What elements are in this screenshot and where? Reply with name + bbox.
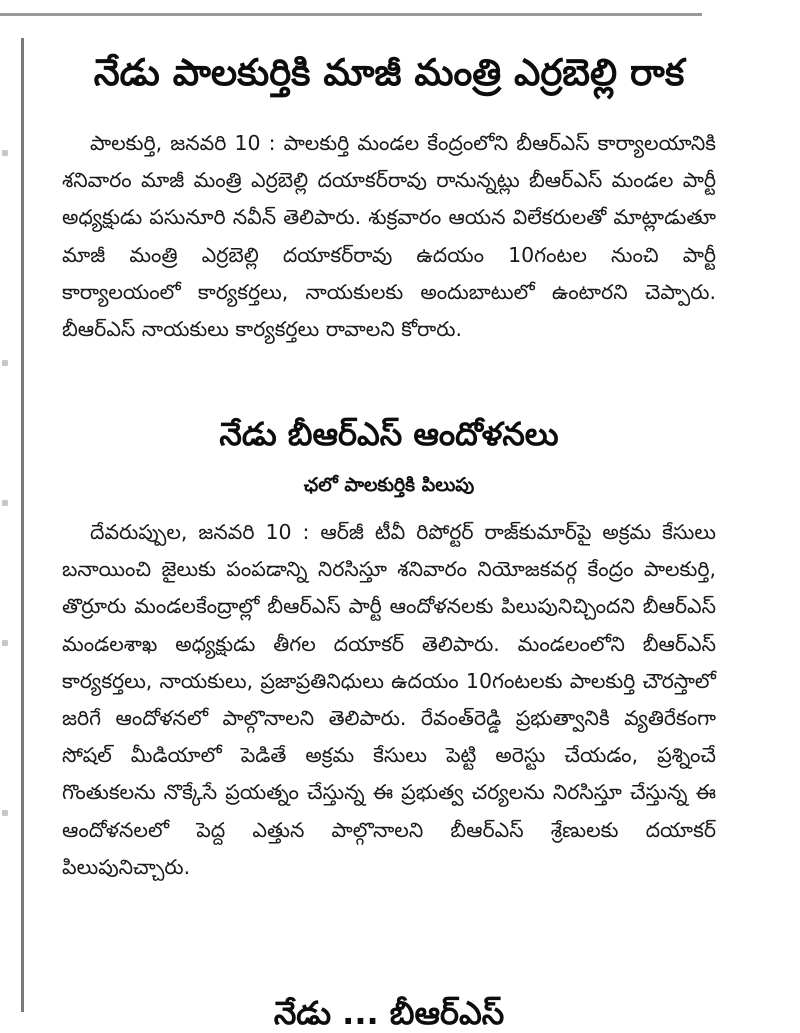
article-brs-protests-body <box>62 514 716 886</box>
margin-speck <box>2 360 8 366</box>
margin-speck <box>2 150 8 156</box>
article-body: పాలకుర్తి, జనవరి 10 : పాలకుర్తి మండల కేంద్రంలోని బీఆర్‌ఎస్‌ కార్యాలయానికి శనివారం మాజీ మంత్రి ఎర్రబెల్లి దయాకర్‌రావు రానున్నట్లు బీఆర్‌ఎస్‌ మండల పార్టీ అధ్యక్షుడు పసునూరి నవీన్‌ తెలిపారు. శుక్రవారం ఆయన విలేకరులతో మాట్లాడుతూ మాజీ మంత్రి ఎర్రబెల్లి దయాకర్‌రావు ఉదయం 10గంటల నుంచి పార్టీ కార్యాలయంలో కార్యకర్తలు, నాయకులకు అందుబాటులో ఉంటారని చెప్పారు. బీఆర్‌ఎస్‌ నాయకులు కార్యకర్తలు రావాలని కోరారు. <box>62 131 716 342</box>
article-errabelli-visit-body <box>62 125 716 348</box>
margin-speck <box>2 810 8 816</box>
cut-off-headline: నేడు ... బీఆర్‌ఎస్‌ <box>273 994 505 1032</box>
margin-speck <box>2 500 8 506</box>
margin-speck <box>2 640 8 646</box>
article-errabelli-visit <box>62 52 716 95</box>
article-brs-protests-kicker <box>62 474 716 501</box>
column-divider <box>21 38 24 1012</box>
article-body: దేవరుప్పుల, జనవరి 10 : ఆర్‌జీ టీవీ రిపోర్టర్‌ రాజ్‌కుమార్‌పై అక్రమ కేసులు బనాయించి జైలుకు పంపడాన్ని నిరసిస్తూ శనివారం నియోజకవర్గ కేంద్రం పాలకుర్తి, తొర్రూరు మండలకేంద్రాల్లో బీఆర్‌ఎస్‌ పార్టీ ఆందోళనలకు పిలుపునిచ్చిందని బీఆర్‌ఎస్‌ మండలశాఖ అధ్యక్షుడు తీగల దయాకర్‌ తెలిపారు. మండలంలోని బీఆర్‌ఎస్‌ కార్యకర్తలు, నాయకులు, ప్రజాప్రతినిధులు ఉదయం 10గంటలకు పాలకుర్తి చౌరస్తాలో జరిగే ఆందోళనలో పాల్గొనాలని తెలిపారు. రేవంత్‌రెడ్డి ప్రభుత్వానికి వ్యతిరేకంగా సోషల్‌ మీడియాలో పెడితే అక్రమ కేసులు పెట్టి అరెస్టు చేయడం, ప్రశ్నించే గొంతుకలను నొక్కేసే ప్రయత్నం చేస్తున్న ఈ ప్రభుత్వ చర్యలను నిరసిస్తూ చేస్తున్న ఈ ఆందోళనలలో పెద్ద ఎత్తున పాల్గొనాలని బీఆర్‌ఎస్‌ శ్రేణులకు దయాకర్‌ పిలుపునిచ్చారు. <box>62 520 716 879</box>
article-headline: నేడు బీఆర్‌ఎస్‌ ఆందోళనలు <box>219 415 559 453</box>
article-headline: నేడు పాలకుర్తికి మాజీ మంత్రి ఎర్రబెల్లి రాక <box>93 51 685 94</box>
article-kicker: ఛలో పాలకుర్తికి పిలుపు <box>303 474 475 496</box>
article-brs-protests <box>62 416 716 453</box>
top-divider <box>0 13 702 16</box>
